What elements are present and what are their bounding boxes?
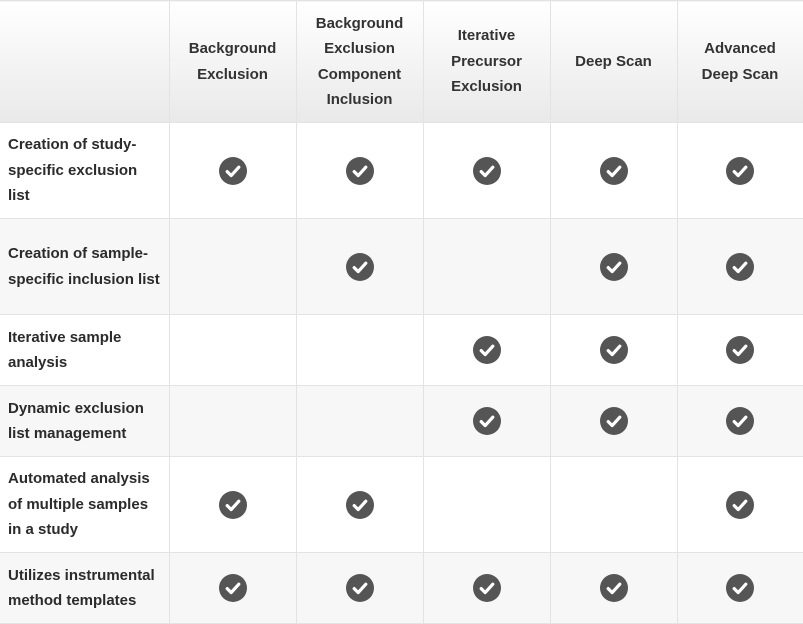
check-circle-icon — [726, 407, 754, 435]
feature-cell — [423, 386, 550, 457]
feature-cell — [423, 123, 550, 219]
row-label-cell — [0, 315, 169, 386]
feature-cell — [296, 123, 423, 219]
row-label: Iterative sample analysis — [8, 328, 122, 371]
feature-cell — [677, 386, 803, 457]
check-circle-icon — [600, 253, 628, 281]
row-label-cell — [0, 457, 169, 553]
check-circle-icon — [726, 157, 754, 185]
feature-cell — [550, 457, 677, 553]
header-row — [0, 1, 803, 123]
check-circle-icon — [473, 336, 501, 364]
feature-cell — [677, 553, 803, 624]
feature-cell — [169, 553, 296, 624]
feature-cell — [296, 386, 423, 457]
row-label-cell — [0, 219, 169, 315]
column-header-deep-scan — [550, 1, 677, 123]
row-label: Automated analysis of multiple samples in a study — [8, 470, 150, 539]
feature-cell — [169, 457, 296, 553]
feature-cell — [296, 219, 423, 315]
column-header-label: Advanced Deep Scan — [701, 40, 779, 83]
feature-cell — [169, 219, 296, 315]
row-label: Utilizes instrumental method templates — [8, 566, 155, 609]
table-row — [0, 457, 803, 553]
check-circle-icon — [600, 336, 628, 364]
feature-cell — [296, 315, 423, 386]
table-row — [0, 219, 803, 315]
feature-cell — [423, 457, 550, 553]
feature-cell — [677, 315, 803, 386]
column-header-label: Background Exclusion — [188, 40, 277, 83]
table-row — [0, 123, 803, 219]
feature-cell — [550, 315, 677, 386]
table-row — [0, 386, 803, 457]
column-header-iterative-precursor-exclusion — [423, 1, 550, 123]
check-circle-icon — [473, 157, 501, 185]
column-header-label: Deep Scan — [575, 52, 652, 70]
column-header-bg-exclusion-component-inclusion — [296, 1, 423, 123]
check-circle-icon — [473, 574, 501, 602]
table-row — [0, 315, 803, 386]
feature-cell — [169, 386, 296, 457]
check-circle-icon — [473, 407, 501, 435]
feature-cell — [550, 386, 677, 457]
check-circle-icon — [346, 574, 374, 602]
row-label: Dynamic exclusion list management — [8, 399, 144, 442]
check-circle-icon — [726, 491, 754, 519]
feature-cell — [677, 123, 803, 219]
feature-cell — [296, 553, 423, 624]
check-circle-icon — [346, 491, 374, 519]
table-row — [0, 553, 803, 624]
feature-cell — [677, 219, 803, 315]
check-circle-icon — [600, 157, 628, 185]
feature-cell — [550, 553, 677, 624]
feature-cell — [423, 315, 550, 386]
column-header-advanced-deep-scan — [677, 1, 803, 123]
feature-cell — [423, 219, 550, 315]
feature-cell — [423, 553, 550, 624]
feature-cell — [550, 123, 677, 219]
check-circle-icon — [726, 253, 754, 281]
row-label-cell — [0, 123, 169, 219]
check-circle-icon — [346, 253, 374, 281]
check-circle-icon — [219, 491, 247, 519]
column-header-background-exclusion — [169, 1, 296, 123]
check-circle-icon — [346, 157, 374, 185]
feature-cell — [169, 315, 296, 386]
check-circle-icon — [600, 407, 628, 435]
row-label: Creation of sample-specific inclusion list — [8, 245, 160, 288]
feature-cell — [550, 219, 677, 315]
column-header-label: Background Exclusion Component Inclusion — [315, 14, 404, 108]
check-circle-icon — [600, 574, 628, 602]
check-circle-icon — [219, 157, 247, 185]
check-circle-icon — [726, 574, 754, 602]
header-corner-cell — [0, 1, 169, 123]
column-header-label: Iterative Precursor Exclusion — [451, 27, 522, 96]
feature-cell — [169, 123, 296, 219]
row-label: Creation of study-specific exclusion list — [8, 136, 138, 205]
feature-cell — [296, 457, 423, 553]
check-circle-icon — [219, 574, 247, 602]
feature-cell — [677, 457, 803, 553]
row-label-cell — [0, 553, 169, 624]
check-circle-icon — [726, 336, 754, 364]
row-label-cell — [0, 386, 169, 457]
